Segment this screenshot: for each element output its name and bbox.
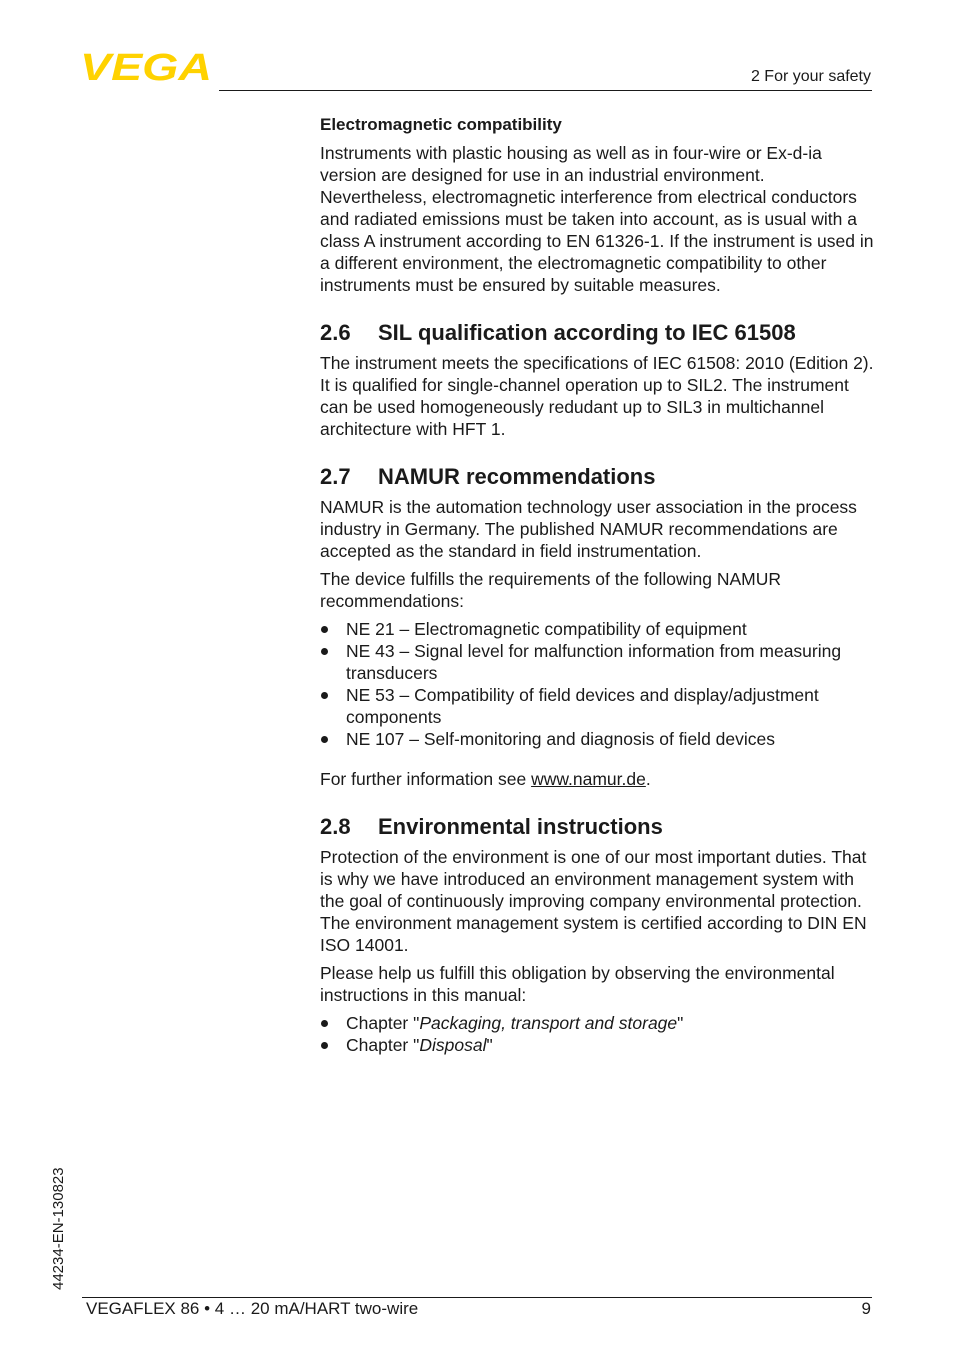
chapter-prefix: Chapter " bbox=[346, 1013, 420, 1033]
further-info-suffix: . bbox=[645, 769, 651, 789]
namur-link[interactable]: www.namur.de bbox=[531, 769, 646, 789]
footer-divider bbox=[82, 1297, 872, 1298]
list-item: NE 107 – Self-monitoring and diagnosis of field devices bbox=[320, 728, 876, 750]
section-number: 2.6 bbox=[320, 320, 351, 345]
list-item bbox=[320, 1012, 876, 1034]
sil-body: The instrument meets the specifications of IEC 61508: 2010 (Edition 2). It is qualified for single-channel operation up to SIL2. The instrument can be used homogeneously redudant up to SIL3 in multichannel architecture with HFT 1. bbox=[320, 353, 874, 439]
chapter-suffix: " bbox=[486, 1035, 493, 1055]
list-item: NE 53 – Compatibility of field devices and display/adjustment components bbox=[320, 684, 876, 728]
section-number: 2.7 bbox=[320, 464, 351, 489]
env-paragraph-1: Protection of the environment is one of our most important duties. That is why we have introduced an environment management system with the goal of continuously improving company environmental protection. The environment management system is certified according to DIN EN ISO 14001. bbox=[320, 847, 867, 955]
vega-logo bbox=[80, 50, 212, 83]
section-number: 2.8 bbox=[320, 814, 351, 839]
main-content bbox=[320, 114, 876, 1062]
page-number: 9 bbox=[861, 1299, 871, 1318]
emc-body: Instruments with plastic housing as well as in four-wire or Ex-d-ia version are designed for use in an industrial environment. Nevertheless, electromagnetic interference from electrical conductors and radiated emissions must be taken into account, as is usual with a class A instrument according to EN 61326-1. If the instrument is used in a different environment, the electromagnetic compatibility to other instruments must be ensured by suitable measures. bbox=[320, 143, 874, 295]
chapter-prefix: Chapter " bbox=[346, 1035, 420, 1055]
logo-text: VEGA bbox=[80, 50, 212, 83]
chapter-suffix: " bbox=[677, 1013, 684, 1033]
section-title: NAMUR recommendations bbox=[378, 464, 656, 489]
namur-further-info bbox=[320, 768, 876, 790]
further-info-text: For further information see bbox=[320, 769, 532, 789]
section-heading-sil bbox=[320, 320, 876, 346]
list-item: NE 43 – Signal level for malfunction information from measuring transducers bbox=[320, 640, 876, 684]
header-divider bbox=[219, 90, 872, 91]
env-paragraph-2: Please help us fulfill this obligation by observing the environmental instructions in this manual: bbox=[320, 963, 835, 1005]
chapter-reference: Packaging, transport and storage bbox=[419, 1013, 678, 1033]
env-list bbox=[320, 1012, 876, 1056]
namur-paragraph-1: NAMUR is the automation technology user association in the process industry in Germany. The published NAMUR recommendations are accepted as the standard in field instrumentation. bbox=[320, 497, 857, 561]
section-title: Environmental instructions bbox=[378, 814, 663, 839]
section-title: SIL qualification according to IEC 61508 bbox=[378, 320, 796, 345]
section-heading-environment bbox=[320, 814, 876, 840]
list-item bbox=[320, 1034, 876, 1056]
emc-title: Electromagnetic compatibility bbox=[320, 115, 562, 134]
chapter-reference: Disposal bbox=[419, 1035, 487, 1055]
footer-product-title: VEGAFLEX 86 • 4 … 20 mA/HART two-wire bbox=[86, 1299, 419, 1318]
header-section-title: 2 For your safety bbox=[750, 68, 871, 85]
namur-list bbox=[320, 618, 876, 750]
list-item: NE 21 – Electromagnetic compatibility of equipment bbox=[320, 618, 876, 640]
document-id: 44234-EN-130823 bbox=[50, 1167, 67, 1290]
section-heading-namur bbox=[320, 464, 876, 490]
namur-paragraph-2: The device fulfills the requirements of the following NAMUR recommendations: bbox=[320, 569, 782, 611]
